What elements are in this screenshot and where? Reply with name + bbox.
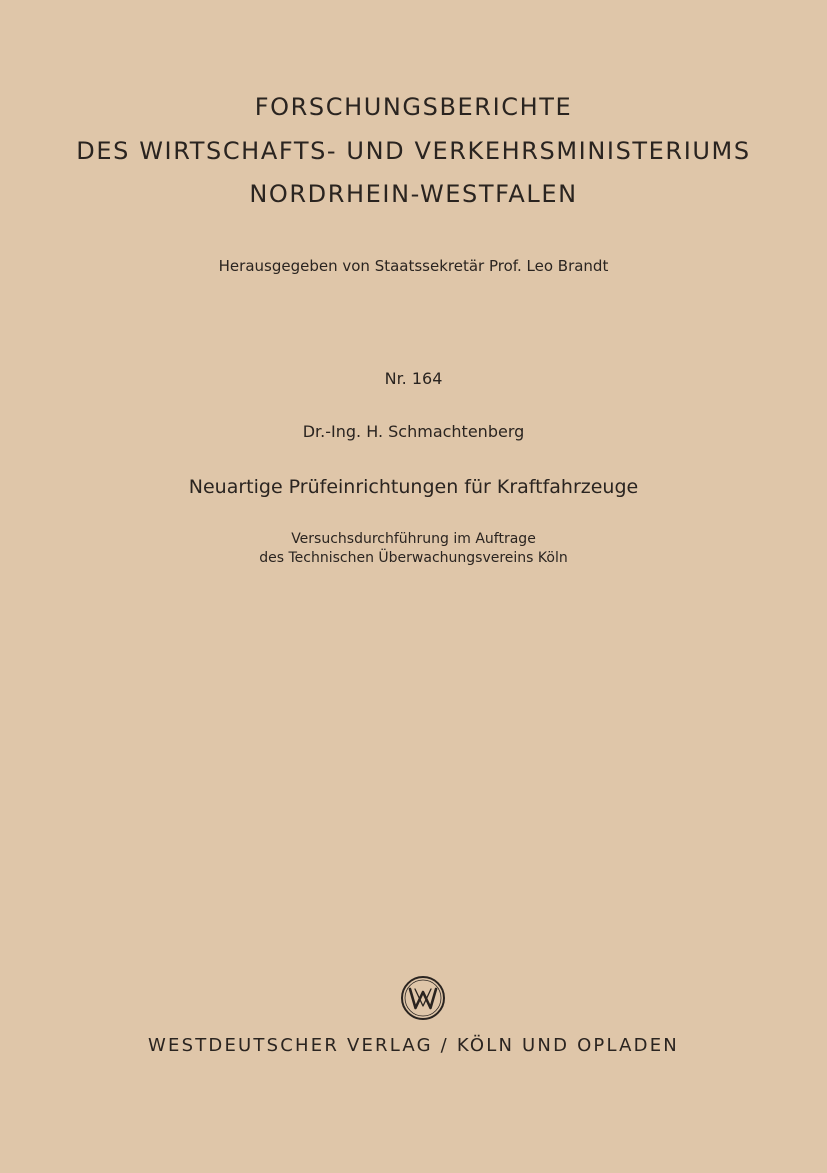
subtitle-line-1: Versuchsdurchführung im Auftrage	[291, 531, 536, 547]
book-title: Neuartige Prüfeinrichtungen für Kraftfahrzeuge	[188, 476, 639, 498]
author: Dr.-Ing. H. Schmachtenberg	[302, 422, 525, 441]
publisher-logo-icon	[400, 975, 446, 1021]
publisher-imprint: WESTDEUTSCHER VERLAG / KÖLN UND OPLADEN	[148, 1035, 679, 1056]
volume-number: Nr. 164	[384, 369, 443, 388]
subtitle-line-2: des Technischen Überwachungsvereins Köln	[259, 550, 568, 566]
series-title-line-1: FORSCHUNGSBERICHTE	[254, 93, 573, 121]
editor-line: Herausgegeben von Staatssekretär Prof. Leo Brandt	[218, 257, 609, 275]
series-title-line-2: DES WIRTSCHAFTS- UND VERKEHRSMINISTERIUMS	[76, 137, 751, 165]
series-title-line-3: NORDRHEIN-WESTFALEN	[249, 180, 578, 208]
